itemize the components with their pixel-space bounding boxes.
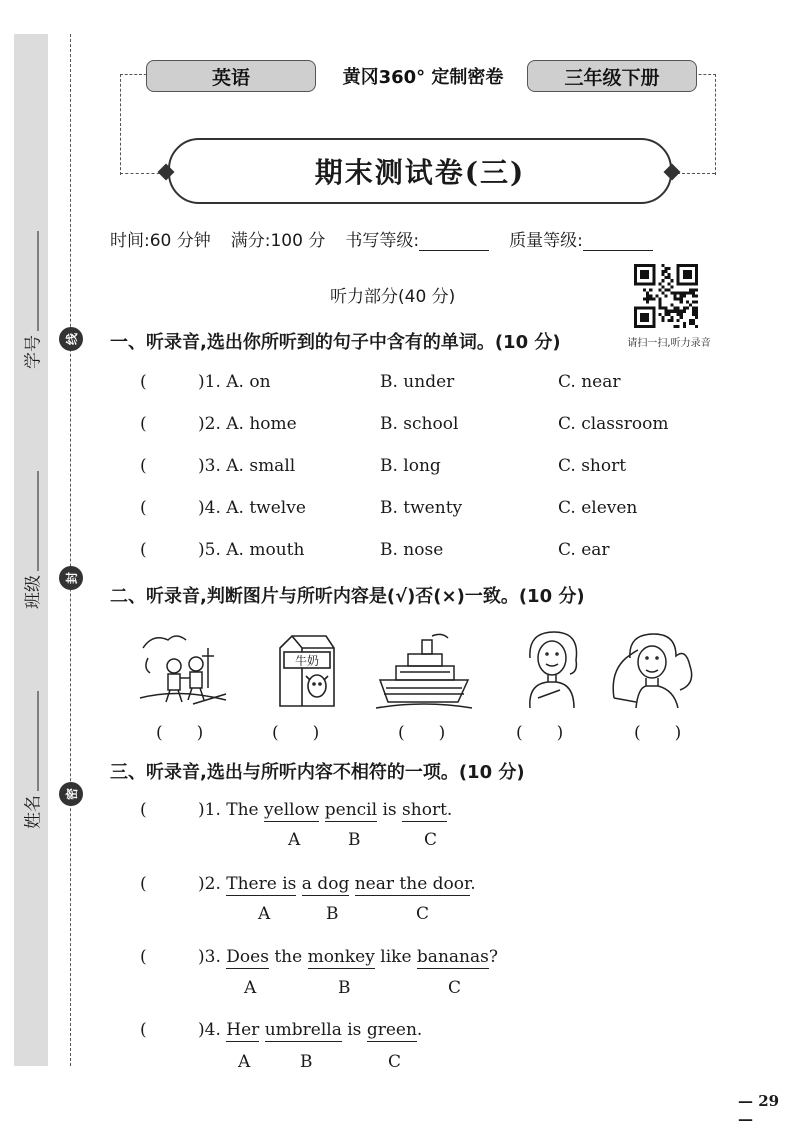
option-letter-b: B [326, 904, 339, 924]
option-b-text: monkey [307, 947, 375, 967]
name-blank[interactable] [24, 691, 39, 791]
section1-heading: 一、听录音,选出你所听到的句子中含有的单词。(10 分) [110, 332, 561, 353]
option-b-text: umbrella [264, 1020, 342, 1040]
score-info: 满分:100 分 [230, 231, 326, 251]
option-letter-a: A [288, 830, 301, 850]
word: The [226, 800, 259, 820]
writing-grade-blank[interactable] [419, 234, 489, 251]
answer-picture-5[interactable]: ( ) [634, 723, 682, 743]
option-letter-a: A [258, 904, 271, 924]
seal-line: 线 [59, 327, 83, 351]
word: the [274, 947, 303, 967]
s3-sentence [198, 1020, 422, 1040]
option-a-text: Does [226, 947, 269, 967]
option-letter-a: A [244, 978, 257, 998]
option-c-text: short [402, 800, 447, 820]
word: like [380, 947, 412, 967]
class-label: 班级 [23, 575, 44, 609]
page-title: 期末测试卷(三) [168, 138, 672, 204]
option-a-text: yellow [264, 800, 320, 820]
option-b: B. school [380, 414, 459, 434]
s3-sentence [198, 874, 476, 894]
option-letter-b: B [348, 830, 361, 850]
option-a-text: Her [226, 1020, 260, 1040]
name-label: 姓名 [23, 795, 44, 829]
brand-label: 黄冈360° 定制密卷 [342, 67, 504, 88]
option-c: C. eleven [558, 498, 638, 518]
answer-paren[interactable]: ( [140, 372, 147, 392]
name-field [19, 691, 44, 829]
option-letter-a: A [238, 1052, 251, 1072]
option-c-text: bananas [416, 947, 489, 967]
punctuation: . [470, 874, 476, 894]
option-c: C. ear [558, 540, 610, 560]
picture-ship [374, 628, 474, 710]
picture-milk-carton [262, 628, 352, 710]
option-b: B. long [380, 456, 441, 476]
class-blank[interactable] [24, 471, 39, 571]
option-letter-b: B [338, 978, 351, 998]
punctuation: . [416, 1020, 423, 1040]
answer-paren[interactable]: ( [140, 800, 147, 820]
writing-grade-label: 书写等级: [345, 231, 420, 251]
answer-paren[interactable]: ( [140, 947, 147, 967]
answer-paren[interactable]: ( [140, 874, 147, 894]
question-number: )2. [198, 874, 221, 894]
answer-paren[interactable]: ( [140, 540, 147, 560]
milk-label: 牛奶 [294, 654, 320, 668]
binding-dashed-line [70, 34, 71, 1066]
option-c-text: green [366, 1020, 417, 1040]
option-a: )4. A. twelve [198, 498, 306, 518]
picture-girl-touching-head [606, 628, 702, 710]
option-b-text: pencil [324, 800, 378, 820]
seal-secret: 密 [59, 782, 83, 806]
word: is [347, 1020, 362, 1040]
subject-pill: 英语 [146, 60, 316, 92]
question-number: )1. [198, 800, 221, 820]
answer-paren[interactable]: ( [140, 456, 147, 476]
option-c: C. classroom [558, 414, 669, 434]
option-letter-c: C [424, 830, 438, 850]
option-letter-c: C [448, 978, 462, 998]
option-letter-b: B [300, 1052, 313, 1072]
answer-paren[interactable]: ( [140, 498, 147, 518]
section2-heading: 二、听录音,判断图片与所听内容是(√)否(×)一致。(10 分) [110, 586, 585, 607]
answer-picture-2[interactable]: ( ) [272, 723, 320, 743]
option-b: B. twenty [380, 498, 463, 518]
option-c: C. near [558, 372, 621, 392]
answer-picture-3[interactable]: ( ) [398, 723, 446, 743]
s3-sentence [198, 947, 498, 967]
answer-picture-4[interactable]: ( ) [516, 723, 564, 743]
qr-caption: 请扫一扫,听力录音 [627, 338, 711, 349]
word: is [382, 800, 397, 820]
question-number: )3. [198, 947, 221, 967]
option-letter-c: C [416, 904, 430, 924]
qr-code-icon[interactable] [634, 264, 698, 328]
class-field [19, 471, 44, 609]
punctuation: . [446, 800, 453, 820]
answer-paren[interactable]: ( [140, 414, 147, 434]
option-b: B. under [380, 372, 455, 392]
option-b-text: a dog [301, 874, 350, 894]
picture-woman-smiling [508, 628, 598, 710]
option-a-text: There is [226, 874, 297, 894]
exam-info [110, 226, 653, 251]
time-info: 时间:60 分钟 [110, 231, 211, 251]
answer-paren[interactable]: ( [140, 1020, 147, 1040]
option-letter-c: C [388, 1052, 402, 1072]
grade-pill: 三年级下册 [527, 60, 697, 92]
option-a: )5. A. mouth [198, 540, 305, 560]
student-id-field [19, 231, 44, 369]
punctuation: ? [488, 947, 498, 967]
seal-seal: 封 [59, 566, 83, 590]
quality-grade-blank[interactable] [583, 234, 653, 251]
student-id-label: 学号 [23, 335, 44, 369]
student-id-blank[interactable] [24, 231, 39, 331]
quality-grade-label: 质量等级: [509, 231, 583, 251]
option-c: C. short [558, 456, 627, 476]
answer-picture-1[interactable]: ( ) [156, 723, 204, 743]
option-a: )3. A. small [198, 456, 296, 476]
section3-heading: 三、听录音,选出与所听内容不相符的一项。(10 分) [110, 762, 525, 783]
option-a: )2. A. home [198, 414, 297, 434]
question-number: )4. [198, 1020, 221, 1040]
listening-title: 听力部分(40 分) [330, 287, 456, 307]
option-a: )1. A. on [198, 372, 271, 392]
page-number: — 29 — [738, 1092, 780, 1128]
s3-sentence [198, 800, 452, 820]
picture-children-walking [138, 628, 228, 710]
option-b: B. nose [380, 540, 444, 560]
option-c-text: near the door [354, 874, 471, 894]
